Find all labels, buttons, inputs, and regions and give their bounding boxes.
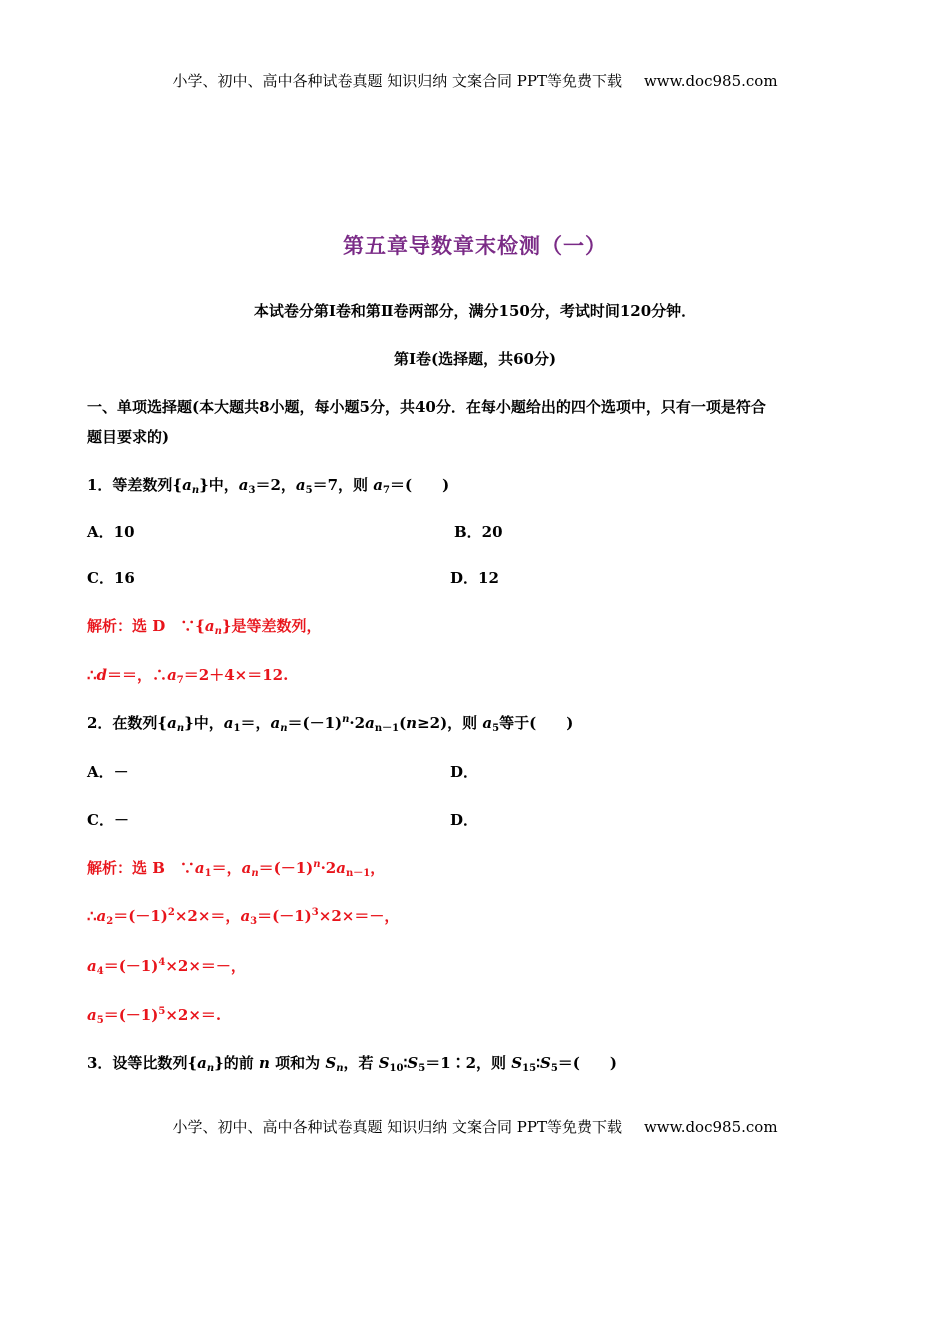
header-text: 小学、初中、高中各种试卷真题 知识归纳 文案合同 PPT等免费下载 (172, 72, 622, 90)
q1-option-c: C．16 (87, 569, 135, 587)
q2-option-d-first: D． (450, 763, 479, 781)
q2-solution-line4: $a_5=(-1)^5\times 2\times=$. (87, 1006, 222, 1026)
question-1: 1．等差数列$\{a_n\}$中，$a_3=2$，$a_5=7$，则 $a_7=$( ) (87, 476, 450, 496)
section-one-heading-line2: 题目要求的) (87, 428, 170, 446)
exam-intro: 本试卷分第Ⅰ卷和第Ⅱ卷两部分，满分150分，考试时间120分钟． (253, 302, 697, 320)
q2-option-d-second: D． (450, 811, 479, 829)
q1-option-d: D．12 (450, 569, 499, 587)
page-title: 第五章导数章末检测（一） (343, 234, 607, 258)
header-site: www.doc985.com (643, 72, 778, 90)
q2-solution-line2: $\therefore a_2=(-1)^2\times 2\times=$，$a_3=(-1)^3\times 2\times=-$， (87, 907, 400, 927)
q1-option-b: B．20 (454, 523, 503, 541)
page-footer (0, 1116, 950, 1137)
q1-option-a: A．10 (87, 523, 135, 541)
page-header (0, 70, 950, 91)
question-2: 2．在数列$\{a_n\}$中，$a_1=$，$a_n=(-1)^n\cdot 2a_{n-1}(n\ge 2)$，则 $a_5$等于( ) (87, 714, 574, 734)
part-one-heading: 第Ⅰ卷(选择题，共60分) (393, 350, 557, 368)
q1-solution-line1: 解析：选 D $\because\{a_n\}$是等差数列， (87, 617, 322, 637)
footer-site: www.doc985.com (643, 1118, 778, 1136)
q2-solution-line3: $a_4=(-1)^4\times 2\times=-$， (87, 957, 246, 977)
q1-solution-line2: ∴d＝＝，$\therefore a_7=2+4\times=12$. (87, 666, 289, 686)
question-3: 3．设等比数列$\{a_n\}$的前 n 项和为 $S_n$，若 $S_{10}∶S_5=1∶2$，则 $S_{15}∶S_5=$( ) (87, 1054, 617, 1074)
q2-solution-line1: 解析：选 B $\because a_1=$，$a_n=(-1)^n\cdot 2a_{n-1}$， (87, 859, 386, 879)
q2-option-c: C．－ (87, 811, 129, 829)
q2-option-a: A．－ (87, 763, 129, 781)
section-one-heading-line1: 一、单项选择题(本大题共8小题，每小题5分，共40分．在每小题给出的四个选项中，只有一项是符合 (87, 398, 766, 416)
footer-text: 小学、初中、高中各种试卷真题 知识归纳 文案合同 PPT等免费下载 (172, 1118, 622, 1136)
